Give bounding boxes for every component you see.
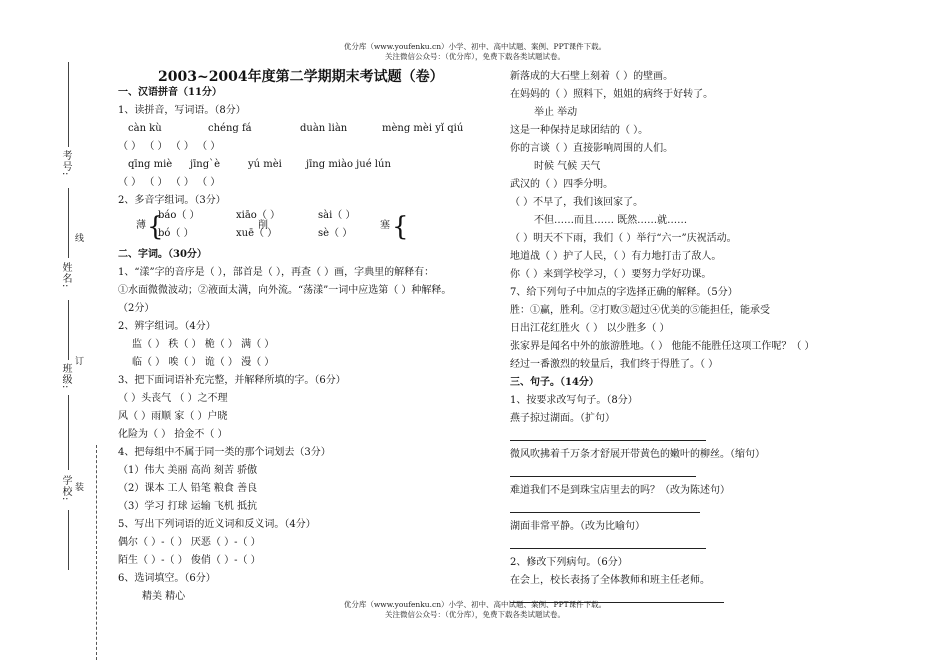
pinyin-item: jīng`è [190,159,221,170]
polyphone-reading: bó（ ） [158,228,194,239]
left-column [118,84,463,606]
question-2-4: 4、把每组中不属于同一类的那个词划去（3分） [118,447,331,458]
class-label: 班级: [60,363,71,390]
polyphone-reading: xiāo（ ） [236,210,280,221]
right-line: 你（ ）来到学校学习，（ ）要努力学好功课。 [510,269,712,280]
brace-icon: { [392,212,409,242]
question-1-1: 1、读拼音，写词语。（8分） [118,105,246,116]
answer-line[interactable] [510,500,815,518]
right-line: 张家界是闻名中外的旅游胜地。（ ） 他能不能胜任这项工作呢？（ ） [510,341,815,352]
pinyin-item: jīng miào jué lún [306,159,391,170]
question-2-1-line-2: ①水面微微波动；②液面太满，向外流。“荡漾”一词中应选第（ ）种解释。 [118,285,452,296]
pinyin-row-1 [118,120,463,138]
right-line: 你的言谈（ ）直接影响周围的人们。 [510,143,674,154]
right-line: （ ）不早了，我们该回家了。 [510,197,644,208]
margin-line [68,188,69,258]
right-line: 日出江花红胜火（ ） 以少胜多（ ） [510,323,670,334]
question-2-1-line-1: 1、“漾”字的音序是（ ），部首是（ ），再查（ ）画，字典里的解释有： [118,267,435,278]
bind-mark: 装 [73,482,83,492]
right-line: 微风吹拂着千万条才舒展开带黄色的嫩叶的柳丝。（缩句） [510,449,765,460]
section-1-heading: 一、汉语拼音（11分） [118,87,222,98]
section-3-heading: 三、句子。（14分） [510,377,599,388]
right-column [510,68,815,608]
right-line: 这是一种保持足球团结的（ ）。 [510,125,649,136]
pinyin-item: mèng mèi yǐ qiú [382,123,464,134]
question-2-2-row-1: 监（ ） 秩（ ） 桅（ ） 满（ ） [132,339,275,350]
exam-number-label: 考号: [60,150,71,177]
word-options: 时候 气候 天气 [534,161,601,172]
header-line-1: 优分库（www.youfenku.cn）小学、初中、高中试题、案例、PPT课件下载。 [343,42,607,51]
binding-dashed-line [96,445,97,660]
polyphone-char: 塞 [380,220,390,231]
pinyin-item: yú mèi [248,159,282,170]
right-line: 地道战（ ）护了人民，（ ）有力地打击了敌人。 [510,251,722,262]
name-label: 姓名: [60,262,71,289]
question-1-2: 2、多音字组词。（3分） [118,195,226,206]
question-2-6-options: 精美 精心 [142,591,186,602]
pinyin-item: qīng miè [128,159,173,170]
answer-line[interactable] [510,536,815,554]
pinyin-row-2 [118,156,463,174]
margin-line [68,395,69,470]
right-line: 经过一番激烈的较量后，我们终于得胜了。（ ） [510,359,719,370]
right-line: 胜：①赢，胜利。②打败③超过④优美的⑤能担任，能承受 [510,305,770,316]
section-2-heading: 二、字词。（30分） [118,249,207,260]
line-mark: 线 [73,233,83,243]
question-2-5-row-2: 陌生（ ）-（ ） 俊俏（ ）-（ ） [118,555,261,566]
polyphone-group [118,210,463,246]
margin-line [68,300,69,360]
question-2-3-row-3: 化险为（ ） 拾金不（ ） [118,429,228,440]
word-options: 举止 举动 [534,107,578,118]
pinyin-item: chéng fá [208,123,252,134]
right-line: 在妈妈的（ ）照料下，姐姐的病终于好转了。 [510,89,714,100]
footer-line-2: 关注微信公众号：（优分库），免费下载各类试题试卷。 [385,610,565,619]
school-label: 学校: [60,475,71,502]
order-mark: 订 [73,356,83,366]
polyphone-reading: sài（ ） [318,210,356,221]
answer-brackets-row-2[interactable]: （ ） （ ） （ ） （ ） [118,177,221,188]
question-3-2: 2、修改下列病句。（6分） [510,557,628,568]
question-2-1-line-3: （2分） [118,303,155,314]
answer-line[interactable] [510,428,815,446]
question-2-6: 6、选词填空。（6分） [118,573,216,584]
polyphone-reading: sè（ ） [318,228,353,239]
word-options: 不但……而且…… 既然……就…… [534,215,688,226]
margin-line [68,62,69,147]
page-header [0,42,950,62]
right-line: 燕子掠过湖面。（扩句） [510,413,615,424]
question-3-1: 1、按要求改写句子。（8分） [510,395,638,406]
right-line: 新落成的大石壁上刻着（ ）的壁画。 [510,71,674,82]
question-2-7: 7、给下列句子中加点的字选择正确的解释。（5分） [510,287,738,298]
answer-line[interactable] [510,464,815,482]
polyphone-char: 削 [258,220,268,231]
right-line: 武汉的（ ）四季分明。 [510,179,614,190]
brace-icon: { [147,212,164,242]
footer-line-1: 优分库（www.youfenku.cn）小学、初中、高中试题、案例、PPT课件下载。 [343,600,607,609]
pinyin-item: càn kù [128,123,162,134]
margin-line [68,510,69,570]
right-line: 难道我们不是到珠宝店里去的吗？（改为陈述句） [510,485,730,496]
question-2-4-row-2: （2）课本 工人 铅笔 粮食 善良 [118,483,258,494]
question-2-5-row-1: 偶尔（ ）-（ ） 厌恶（ ）-（ ） [118,537,261,548]
question-2-2-row-2: 临（ ） 唉（ ） 诡（ ） 漫（ ） [132,357,275,368]
question-2-4-row-1: （1）伟大 美丽 高尚 刻苦 骄傲 [118,465,258,476]
header-line-2: 关注微信公众号：（优分库），免费下载各类试题试卷。 [385,52,565,61]
exam-title: 2003~2004年度第二学期期末考试题（卷） [158,69,444,85]
question-2-3-row-1: （ ）头丧气 （ ）之不理 [118,393,228,404]
right-line: 湖面非常平静。（改为比喻句） [510,521,645,532]
question-2-4-row-3: （3）学习 打球 运输 飞机 抵抗 [118,501,258,512]
question-2-2: 2、辨字组词。（4分） [118,321,216,332]
right-line: 在会上，校长表扬了全体教师和班主任老师。 [510,575,710,586]
right-line: （ ）明天不下雨，我们（ ）举行“六一”庆祝活动。 [510,233,737,244]
binding-margin [0,0,110,663]
answer-brackets-row-1[interactable]: （ ） （ ） （ ） （ ） [118,141,221,152]
question-2-3: 3、把下面词语补充完整，并解释所填的字。（6分） [118,375,346,386]
page-footer [0,600,950,620]
question-2-3-row-2: 风（ ）雨顺 家（ ）户晓 [118,411,228,422]
polyphone-reading: báo（ ） [158,210,200,221]
question-2-5: 5、写出下列词语的近义词和反义词。（4分） [118,519,316,530]
pinyin-item: duàn liàn [300,123,348,134]
polyphone-char: 薄 [136,220,146,231]
polyphone-reading: xuē（ ） [236,228,278,239]
